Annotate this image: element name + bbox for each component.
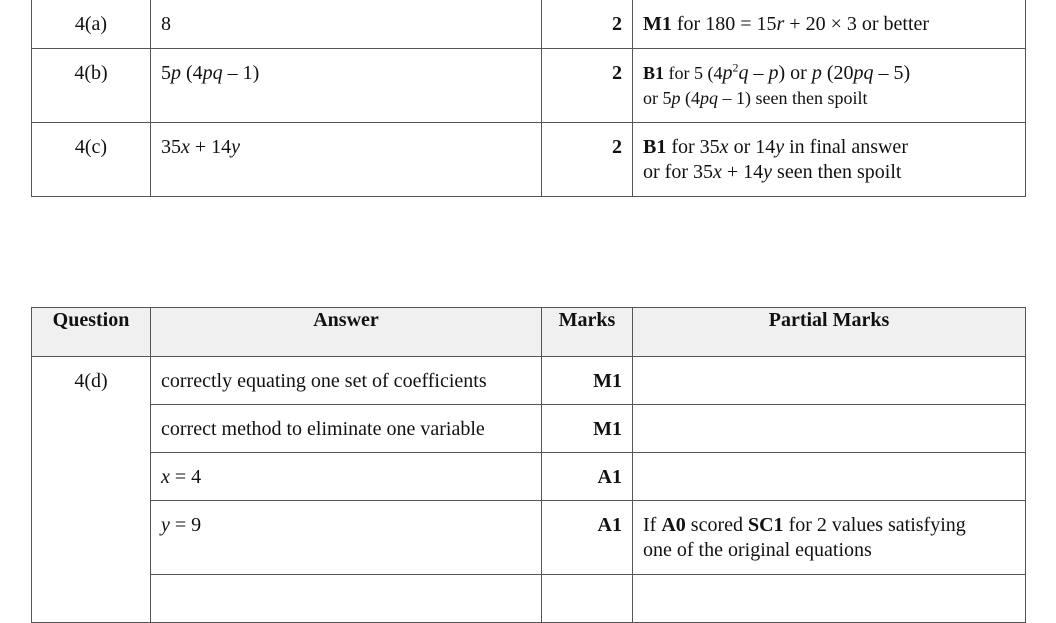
answer-cell: x = 4 <box>151 453 542 501</box>
mark-code: M1 <box>643 13 672 35</box>
marks-cell: A1 <box>542 501 633 575</box>
marks-cell: 2 <box>542 0 633 49</box>
answer-cell: correctly equating one set of coefficients <box>151 357 542 405</box>
partial-line: If A0 scored SC1 for 2 values satisfying <box>643 514 966 536</box>
partial-marks-cell <box>633 123 1026 197</box>
answer-cell: 35x + 14y <box>151 123 542 197</box>
table-row <box>32 501 1026 575</box>
partial-line: B1 for 5 $(4p^2q - p)$ or p (20pq – 5) <box>643 60 911 84</box>
mark-scheme-table-bottom <box>31 307 1026 623</box>
header-answer: Answer <box>151 308 542 357</box>
marks-cell: A1 <box>542 453 633 501</box>
table-row <box>32 453 1026 501</box>
table-header-row <box>32 308 1026 357</box>
marks-cell: M1 <box>542 405 633 453</box>
answer-cell: correct method to eliminate one variable <box>151 405 542 453</box>
question-cell: 4(c) <box>32 123 151 197</box>
question-cell: 4(d) <box>32 357 151 623</box>
marks-cell: M1 <box>542 357 633 405</box>
partial-line: one of the original equations <box>643 539 872 561</box>
answer-cell: 5p (4pq – 1) <box>151 49 542 123</box>
header-question: Question <box>32 308 151 357</box>
table-row <box>32 0 1026 49</box>
partial-marks-cell <box>633 501 1026 575</box>
mark-code: SC1 <box>747 514 784 536</box>
mark-code: A0 <box>661 514 686 536</box>
question-cell: 4(b) <box>32 49 151 123</box>
table-row <box>32 49 1026 123</box>
answer-cell: y = 9 <box>151 501 542 575</box>
partial-marks-cell <box>633 453 1026 501</box>
partial-marks-cell <box>633 49 1026 123</box>
partial-line: or for 35x + 14y seen then spoilt <box>643 161 902 183</box>
table-row <box>32 405 1026 453</box>
mark-code: B1 <box>643 63 665 83</box>
partial-marks-cell: M1 for 180 = 15r + 20 × 3 or better <box>633 0 1026 49</box>
partial-marks-cell <box>633 405 1026 453</box>
table-row <box>32 123 1026 197</box>
header-partial-marks: Partial Marks <box>633 308 1026 357</box>
marks-cell: 2 <box>542 123 633 197</box>
table-row <box>32 357 1026 405</box>
marks-cell: 2 <box>542 49 633 123</box>
mark-code: B1 <box>643 136 667 158</box>
answer-cell: 8 <box>151 0 542 49</box>
mark-scheme-table-top <box>31 0 1026 197</box>
partial-line: B1 for 35x or 14y in final answer <box>643 136 908 158</box>
partial-line: or 5p (4pq – 1) seen then spoilt <box>643 88 868 108</box>
partial-marks-cell <box>633 357 1026 405</box>
header-marks: Marks <box>542 308 633 357</box>
question-cell: 4(a) <box>32 0 151 49</box>
